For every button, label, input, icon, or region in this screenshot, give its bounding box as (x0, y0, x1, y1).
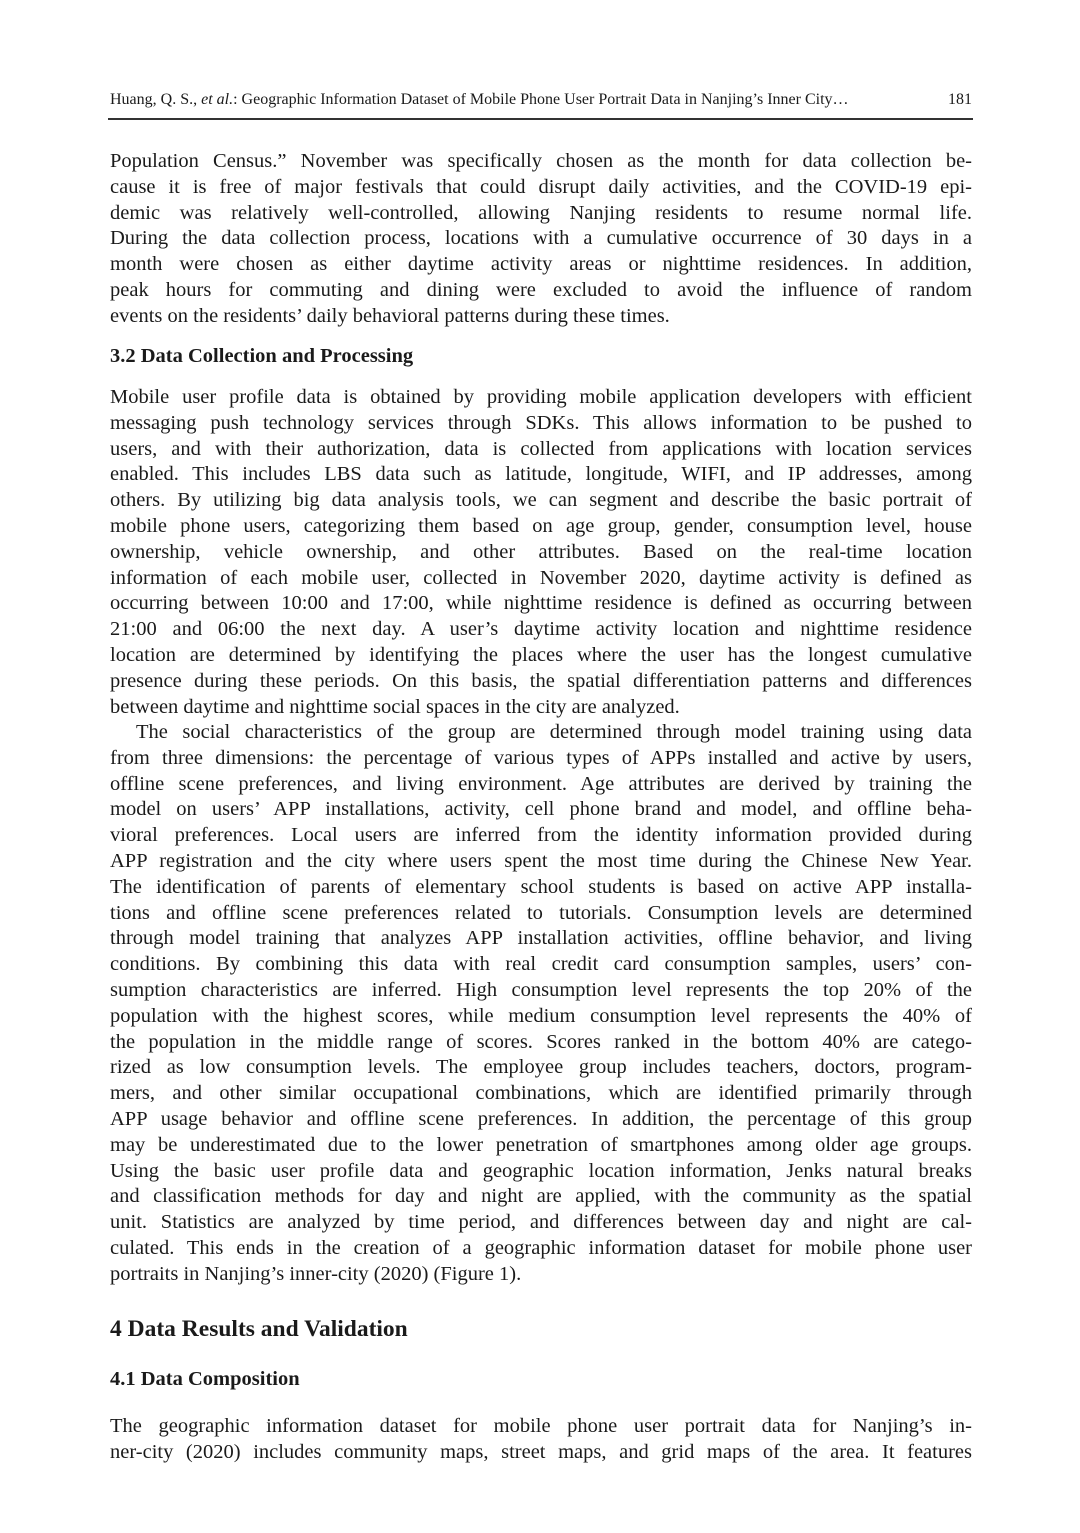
text-line: others. By utilizing big data analysis tools, we can segment and describe the basic portrait of (110, 489, 972, 512)
paragraph-1 (110, 149, 972, 330)
running-header (110, 91, 972, 109)
text-line: the population in the middle range of scores. Scores ranked in the bottom 40% are catego- (110, 1030, 972, 1053)
page-number: 181 (948, 91, 972, 108)
text-line: rized as low consumption levels. The employee group includes teachers, doctors, program- (110, 1056, 972, 1079)
text-line: Using the basic user profile data and geographic location information, Jenks natural breaks (110, 1159, 972, 1182)
header-rule (108, 118, 973, 120)
text-line: 21:00 and 06:00 the next day. A user’s daytime activity location and nighttime residence (110, 618, 972, 641)
paragraph-2 (110, 385, 972, 720)
text-line: month were chosen as either daytime activity areas or nighttime residences. In addition, (110, 253, 972, 276)
text-line: unit. Statistics are analyzed by time period, and differences between day and night are cal- (110, 1211, 972, 1234)
text-line: conditions. By combining this data with real credit card consumption samples, users’ con- (110, 953, 972, 976)
text-line: The social characteristics of the group are determined through model training using data (136, 721, 972, 743)
text-line: APP registration and the city where users spent the most time during the Chinese New Year. (110, 849, 972, 872)
text-line: population with the highest scores, while medium consumption level represents the 40% of (110, 1004, 972, 1027)
text-line: mers, and other similar occupational combinations, which are identified primarily through (110, 1082, 972, 1105)
text-line: occurring between 10:00 and 17:00, while nighttime residence is defined as occurring between (110, 592, 972, 615)
text-line: mobile phone users, categorizing them based on age group, gender, consumption level, house (110, 514, 972, 537)
text-line: location are determined by identifying the places where the user has the longest cumulative (110, 643, 972, 666)
text-line: offline scene preferences, and living environment. Age attributes are derived by training the (110, 772, 972, 795)
text-line: tions and offline scene preferences related to tutorials. Consumption levels are determined (110, 901, 972, 924)
text-line: cause it is free of major festivals that could disrupt daily activities, and the COVID-19 epi- (110, 175, 972, 198)
text-line: through model training that analyzes APP installation activities, offline behavior, and living (110, 927, 972, 950)
text-line: model on users’ APP installations, activity, cell phone brand and model, and offline beha- (110, 798, 972, 821)
text-line: Population Census.” November was specifically chosen as the month for data collection be- (110, 150, 972, 172)
text-line: enabled. This includes LBS data such as latitude, longitude, WIFI, and IP addresses, among (110, 463, 972, 486)
text-line: messaging push technology services through SDKs. This allows information to be pushed to (110, 411, 972, 434)
text-line: Mobile user profile data is obtained by providing mobile application developers with efficient (110, 386, 972, 408)
paragraph-3 (110, 720, 972, 1288)
text-line: culated. This ends in the creation of a geographic information dataset for mobile phone user (110, 1236, 972, 1259)
text-line: events on the residents’ daily behavioral patterns during these times. (110, 304, 670, 327)
text-line: between daytime and nighttime social spaces in the city are analyzed. (110, 695, 680, 718)
text-line: ner-city (2020) includes community maps, street maps, and grid maps of the area. It features (110, 1440, 972, 1463)
text-line: peak hours for commuting and dining were excluded to avoid the influence of random (110, 278, 972, 301)
text-line: ownership, vehicle ownership, and other attributes. Based on the real-time location (110, 540, 972, 563)
paragraph-4 (110, 1414, 972, 1466)
section-heading-3-2: 3.2 Data Collection and Processing (110, 345, 414, 367)
text-line: sumption characteristics are inferred. High consumption level represents the top 20% of the (110, 978, 972, 1001)
text-line: vioral preferences. Local users are inferred from the identity information provided during (110, 824, 972, 847)
text-line: APP usage behavior and offline scene preferences. In addition, the percentage of this group (110, 1107, 972, 1130)
text-line: users, and with their authorization, data is collected from applications with location services (110, 437, 972, 460)
text-line: The geographic information dataset for mobile phone user portrait data for Nanjing’s in- (110, 1415, 972, 1437)
text-line: During the data collection process, locations with a cumulative occurrence of 30 days in a (110, 227, 972, 250)
running-title: Huang, Q. S., et al.: Geographic Information Dataset of Mobile Phone User Portrait Data in Nanjing’s Inner City… (110, 91, 849, 108)
text-line: presence during these periods. On this basis, the spatial differentiation patterns and differences (110, 669, 972, 692)
text-line: demic was relatively well-controlled, allowing Nanjing residents to resume normal life. (110, 201, 972, 224)
text-line: The identification of parents of elementary school students is based on active APP installa- (110, 875, 972, 898)
text-line: may be underestimated due to the lower penetration of smartphones among older age groups. (110, 1133, 972, 1156)
text-line: portraits in Nanjing’s inner-city (2020) (Figure 1). (110, 1262, 522, 1285)
section-heading-4-1: 4.1 Data Composition (110, 1368, 300, 1390)
text-line: information of each mobile user, collected in November 2020, daytime activity is defined as (110, 566, 972, 589)
text-line: and classification methods for day and night are applied, with the community as the spatial (110, 1185, 972, 1208)
section-heading-4: 4 Data Results and Validation (110, 1316, 408, 1342)
text-line: from three dimensions: the percentage of various types of APPs installed and active by users, (110, 746, 972, 769)
